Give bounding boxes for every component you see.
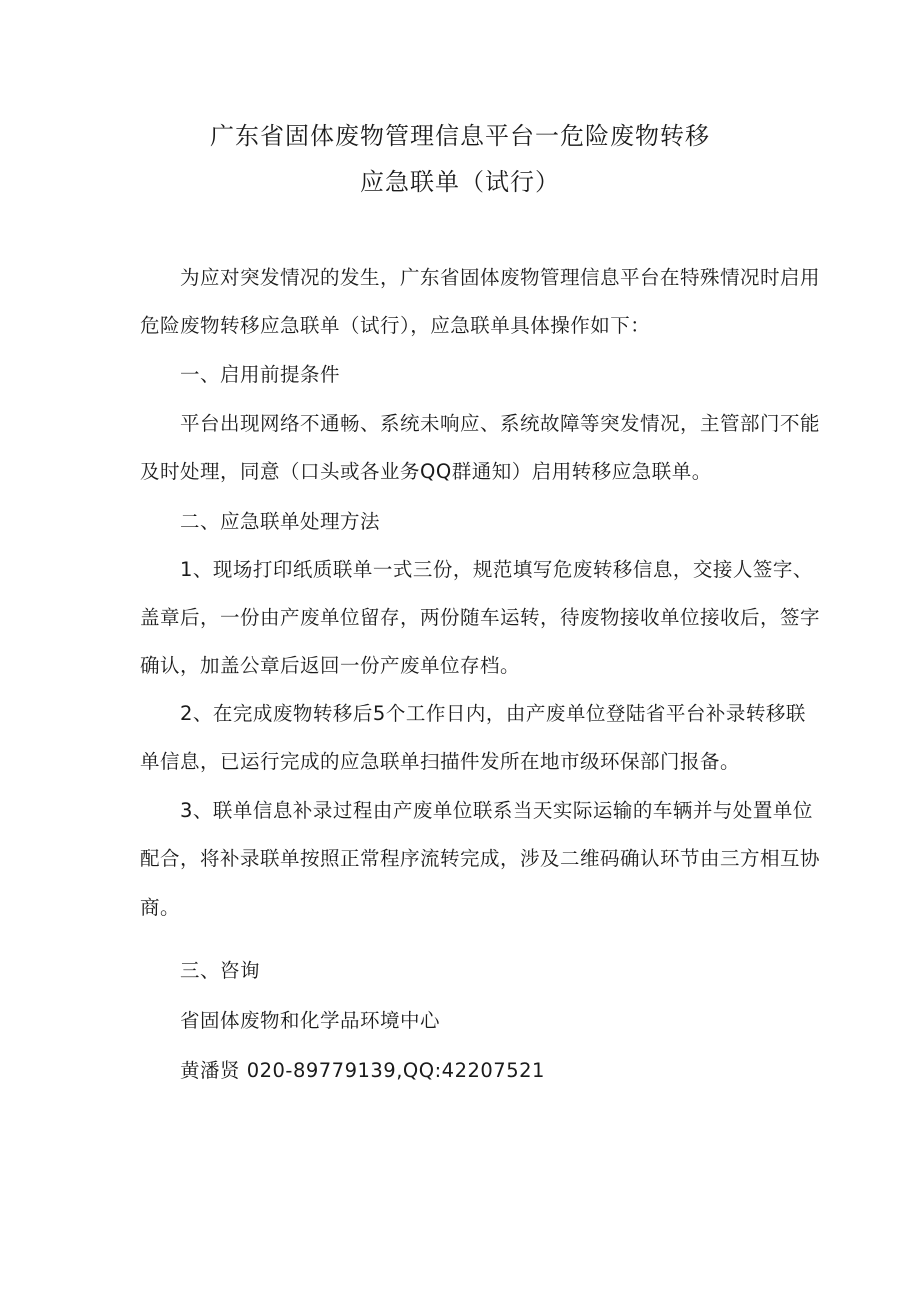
section-2-item-1-line-2: 盖章后，一份由产废单位留存，两份随车运转，待废物接收单位接收后，签字 bbox=[140, 606, 821, 629]
section-2-item-2-line-1: 2、在完成废物转移后5个工作日内，由产废单位登陆省平台补录转移联 bbox=[180, 702, 806, 725]
consult-contact: 黄潘贤 020-89779139,QQ:42207521 bbox=[180, 1059, 545, 1082]
section-2-item-1-line-1: 1、现场打印纸质联单一式三份，规范填写危废转移信息，交接人签字、 bbox=[180, 558, 813, 581]
section-1-line-2: 及时处理，同意（口头或各业务QQ群通知）启用转移应急联单。 bbox=[140, 460, 712, 483]
document-title-line-1: 广东省固体废物管理信息平台一危险废物转移 bbox=[210, 122, 710, 150]
section-2-item-3-line-2: 配合，将补录联单按照正常程序流转完成，涉及二维码确认环节由三方相互协 bbox=[140, 847, 821, 870]
section-2-item-3-line-1: 3、联单信息补录过程由产废单位联系当天实际运输的车辆并与处置单位 bbox=[180, 799, 813, 822]
intro-line-2: 危险废物转移应急联单（试行），应急联单具体操作如下： bbox=[140, 314, 651, 337]
section-2-heading: 二、应急联单处理方法 bbox=[180, 510, 381, 533]
intro-line-1: 为应对突发情况的发生，广东省固体废物管理信息平台在特殊情况时启用 bbox=[180, 266, 821, 289]
section-2-item-2-line-2: 单信息，已运行完成的应急联单扫描件发所在地市级环保部门报备。 bbox=[140, 750, 741, 773]
section-1-heading: 一、启用前提条件 bbox=[180, 363, 341, 386]
section-2-item-3-line-3: 商。 bbox=[140, 896, 181, 919]
section-3-heading: 三、咨询 bbox=[180, 959, 261, 982]
section-2-item-1-line-3: 确认，加盖公章后返回一份产废单位存档。 bbox=[140, 654, 521, 677]
document-title-line-2: 应急联单（试行） bbox=[360, 168, 560, 196]
consult-organization: 省固体废物和化学品环境中心 bbox=[180, 1009, 441, 1032]
section-1-line-1: 平台出现网络不通畅、系统未响应、系统故障等突发情况，主管部门不能 bbox=[180, 412, 821, 435]
